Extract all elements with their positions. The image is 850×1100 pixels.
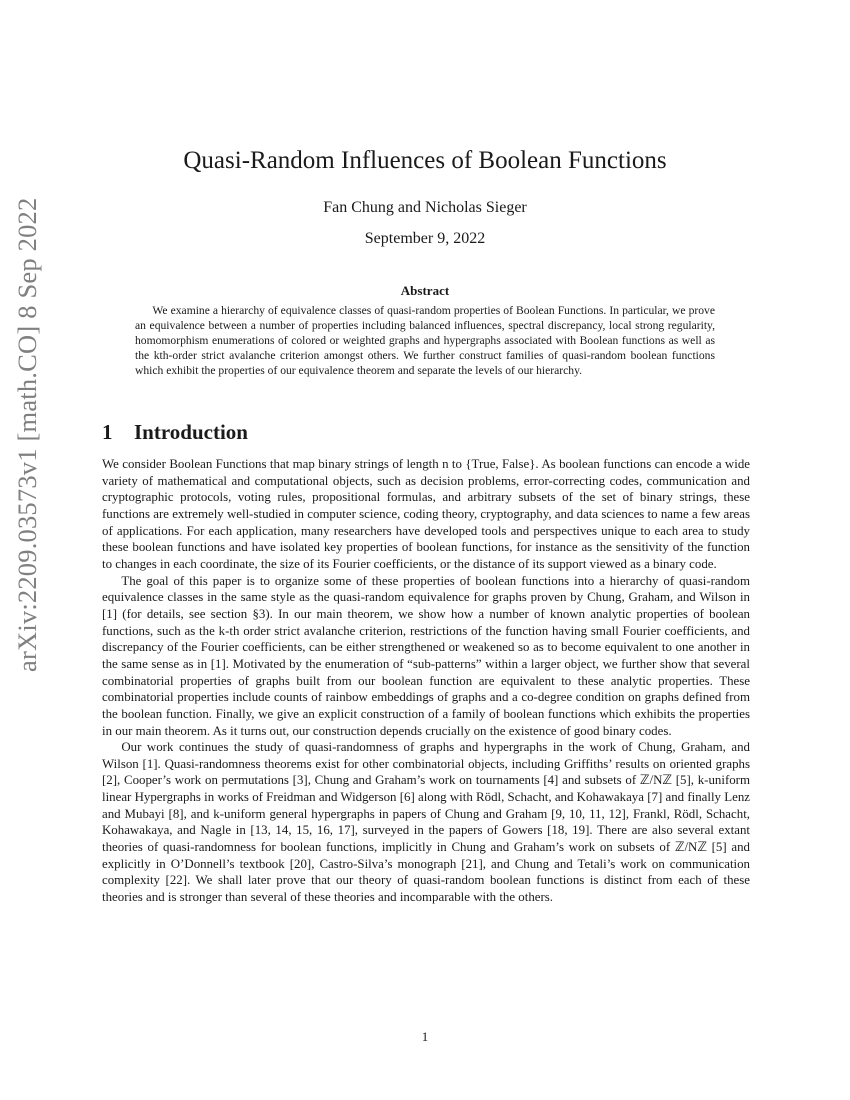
section-title: Introduction [134, 420, 248, 444]
section-heading-introduction [102, 420, 248, 445]
abstract-text: We examine a hierarchy of equivalence classes of quasi-random properties of Boolean Functions. In particular, we prove an equivalence between a number of properties including balanced influences, spectral discrepancy, local strong regularity, homomorphism enumerations of colored or weighted graphs and hypergraphs associated with Boolean functions as well as the kth-order strict avalanche criterion amongst others. We further construct families of quasi-random boolean functions which exhibit the properties of our equivalence theorem and separate the levels of our hierarchy. [135, 304, 715, 377]
arxiv-identifier-stamp: arXiv:2209.03573v1 [math.CO] 8 Sep 2022 [12, 197, 42, 672]
abstract-heading: Abstract [400, 283, 450, 298]
paper-title: Quasi-Random Influences of Boolean Functions [183, 147, 667, 174]
page-number: 1 [421, 1029, 429, 1044]
paper-date: September 9, 2022 [364, 230, 486, 247]
paragraph: Our work continues the study of quasi-randomness of graphs and hypergraphs in the work of Chung, Graham, and Wilson [1]. Quasi-randomness theorems exist for other combinatorial objects, including Griffiths’ results on oriented graphs [2], Cooper’s work on permutations [3], Chung and Graham’s work on tournaments [4] and subsets of ℤ/Nℤ [5], k-uniform linear Hypergraphs in works of Freidman and Widgerson [6] along with Rödl, Schacht, and Kohawakaya [7] and finally Lenz and Mubayi [8], and k-uniform general hypergraphs in papers of Chung and Graham [9, 10, 11, 12], Frankl, Rödl, Schacht, Kohawakaya, and Nagle in [13, 14, 15, 16, 17], surveyed in the papers of Gowers [18, 19]. There are also several extant theories of quasi-randomness for boolean functions, implicitly in Chung and Graham’s work on subsets of ℤ/Nℤ [5] and explicitly in O’Donnell’s textbook [20], Castro-Silva’s monograph [21], and Chung and Tetali’s work on communication complexity [22]. We shall later prove that our theory of quasi-random boolean functions is distinct from each of these theories and is stronger than several of these theories and incomparable with the others. [102, 740, 750, 905]
section-number: 1 [102, 420, 113, 444]
paper-authors: Fan Chung and Nicholas Sieger [323, 199, 527, 216]
paragraph: We consider Boolean Functions that map binary strings of length n to {True, False}. As boolean functions can encode a wide variety of mathematical and computational objects, such as decision problems, error-correcting codes, communication and cryptographic protocols, voting rules, propositional formulas, and arbitrary subsets of the set of binary strings, these functions are extremely well-studied in computer science, coding theory, cryptography, and data sciences to name a few areas of applications. For each application, many researchers have developed tools and perspectives unique to each area to study these boolean functions and have isolated key properties of boolean functions, for instance as the sensitivity of the function to changes in each coordinate, the size of its Fourier coefficients, or the distance of its support viewed as a binary code. [102, 457, 750, 571]
paragraph: The goal of this paper is to organize some of these properties of boolean functions into a hierarchy of quasi-random equivalence classes in the same style as the quasi-random equivalence for graphs proven by Chung, Graham, and Wilson in [1] (for details, see section §3). In our main theorem, we show how a number of known analytic properties of boolean functions, such as the k-th order strict avalanche criterion, restrictions of the function having small Fourier coefficients, and discrepancy of the Fourier coefficients, can be either strengthened or weakened so as to become equivalent to one another in the same sense as in [1]. Motivated by the enumeration of “sub-patterns” within a larger object, we further show that several combinatorial properties of graphs built from our boolean function are equivalent to these analytic properties. These combinatorial properties include counts of rainbow embeddings of graphs and a co-degree condition on graphs defined from the boolean function. Finally, we give an explicit construction of a family of boolean functions which exhibits the properties in our main theorem. As it turns out, our construction depends crucially on the existence of good binary codes. [102, 573, 750, 738]
introduction-body [102, 456, 750, 906]
